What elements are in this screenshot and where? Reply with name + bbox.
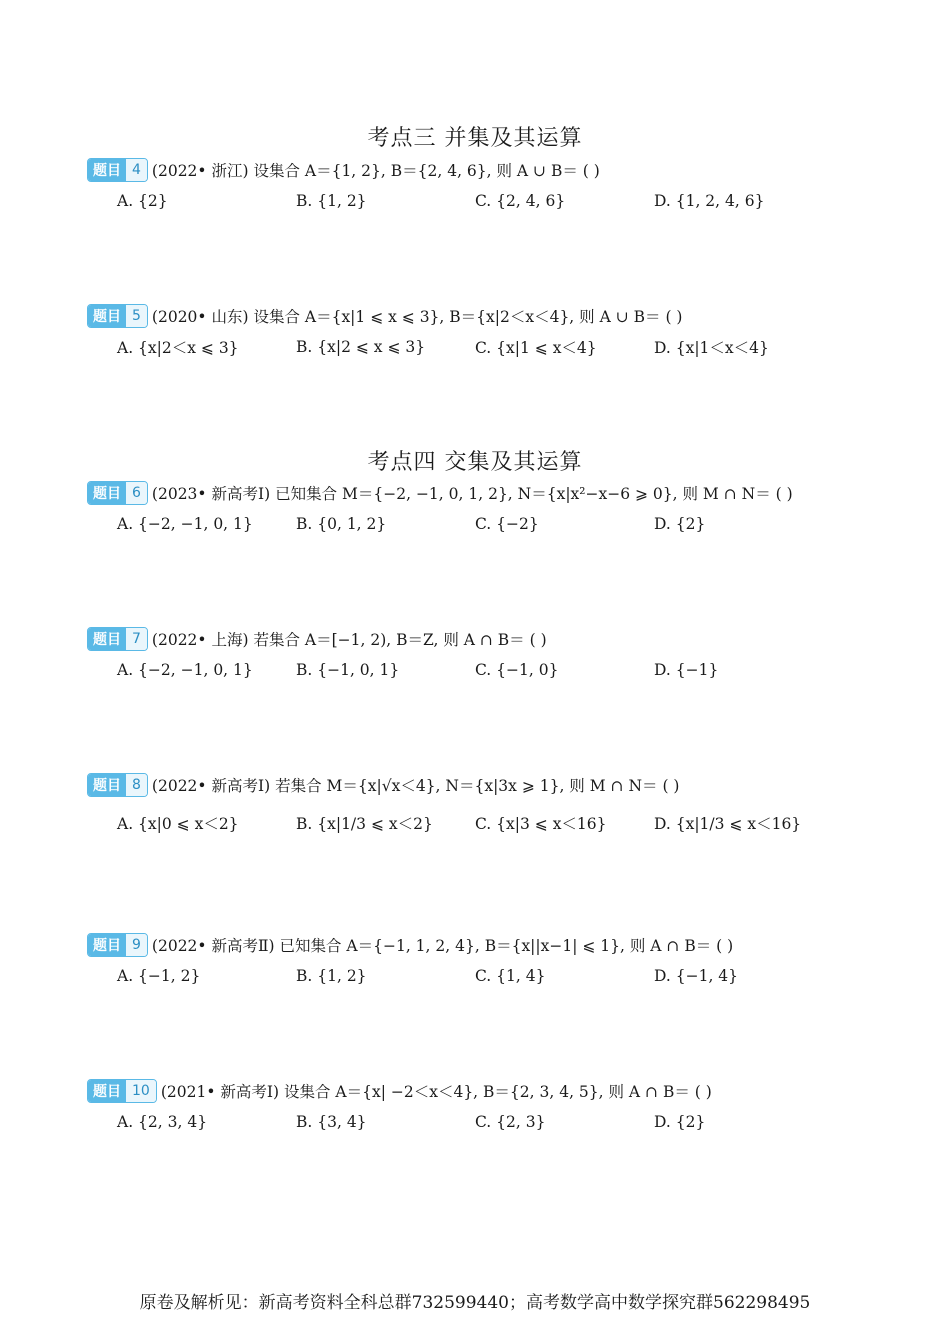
question-8 [87,773,679,797]
option-d: D. {−1} [654,661,719,679]
question-badge: 题目 7 [87,627,148,651]
question-4 [87,158,600,182]
option-b: B. {3, 4} [296,1113,367,1131]
option-c: C. {2, 4, 6} [475,192,566,210]
option-a: A. {x|0 ⩽ x＜2} [117,815,239,833]
question-10 [87,1079,712,1103]
section-heading-intersection: 考点四 交集及其运算 [367,450,583,475]
option-b: B. {1, 2} [296,192,367,210]
question-badge: 题目 6 [87,481,148,505]
question-badge: 题目 10 [87,1079,157,1103]
option-c: C. {x|3 ⩽ x＜16} [475,815,607,833]
question-5 [87,304,682,328]
footer-note: 原卷及解析见：新高考资料全科总群732599440；高考数学高中数学探究群562298495 [139,1293,811,1313]
question-badge: 题目 4 [87,158,148,182]
option-a: A. {−2, −1, 0, 1} [117,515,253,533]
question-stem: (2021• 新高考Ⅰ) 设集合 A＝{x| −2＜x＜4}, B＝{2, 3, 4, 5}, 则 A ∩ B＝ ( ) [160,1083,712,1101]
question-6 [87,481,793,505]
question-badge: 题目 8 [87,773,148,797]
question-stem: (2022• 上海) 若集合 A＝[−1, 2), B＝Z, 则 A ∩ B＝ ( ) [151,631,547,649]
option-d: D. {1, 2, 4, 6} [654,192,765,210]
option-a: A. {−1, 2} [117,967,201,985]
question-badge: 题目 9 [87,933,148,957]
option-a: A. {x|2＜x ⩽ 3} [117,339,239,357]
option-c: C. {−1, 0} [475,661,559,679]
question-stem: (2022• 新高考Ⅱ) 已知集合 A＝{−1, 1, 2, 4}, B＝{x||x−1| ⩽ 1}, 则 A ∩ B＝ ( ) [151,937,734,955]
section-heading-union: 考点三 并集及其运算 [367,126,583,151]
option-c: C. {x|1 ⩽ x＜4} [475,339,597,357]
question-9 [87,933,733,957]
option-b: B. {x|2 ⩽ x ⩽ 3} [296,338,426,356]
option-b: B. {1, 2} [296,967,367,985]
option-c: C. {2, 3} [475,1113,546,1131]
option-a: A. {2} [117,192,168,210]
option-a: A. {2, 3, 4} [117,1113,208,1131]
option-b: B. {0, 1, 2} [296,515,387,533]
question-badge: 题目 5 [87,304,148,328]
option-d: D. {−1, 4} [654,967,739,985]
question-7 [87,627,547,651]
option-b: B. {−1, 0, 1} [296,661,400,679]
question-stem: (2022• 新高考Ⅰ) 若集合 M＝{x|√x＜4}, N＝{x|3x ⩾ 1}, 则 M ∩ N＝ ( ) [151,777,680,795]
option-c: C. {1, 4} [475,967,546,985]
option-b: B. {x|1/3 ⩽ x＜2} [296,815,433,833]
question-stem: (2022• 浙江) 设集合 A＝{1, 2}, B＝{2, 4, 6}, 则 A ∪ B＝ ( ) [151,162,600,180]
option-c: C. {−2} [475,515,539,533]
option-d: D. {2} [654,1113,706,1131]
option-d: D. {x|1＜x＜4} [654,339,769,357]
option-a: A. {−2, −1, 0, 1} [117,661,253,679]
question-stem: (2020• 山东) 设集合 A＝{x|1 ⩽ x ⩽ 3}, B＝{x|2＜x＜4}, 则 A ∪ B＝ ( ) [151,308,683,326]
option-d: D. {2} [654,515,706,533]
question-stem: (2023• 新高考Ⅰ) 已知集合 M＝{−2, −1, 0, 1, 2}, N＝{x|x²−x−6 ⩾ 0}, 则 M ∩ N＝ ( ) [151,485,793,503]
option-d: D. {x|1/3 ⩽ x＜16} [654,815,802,833]
